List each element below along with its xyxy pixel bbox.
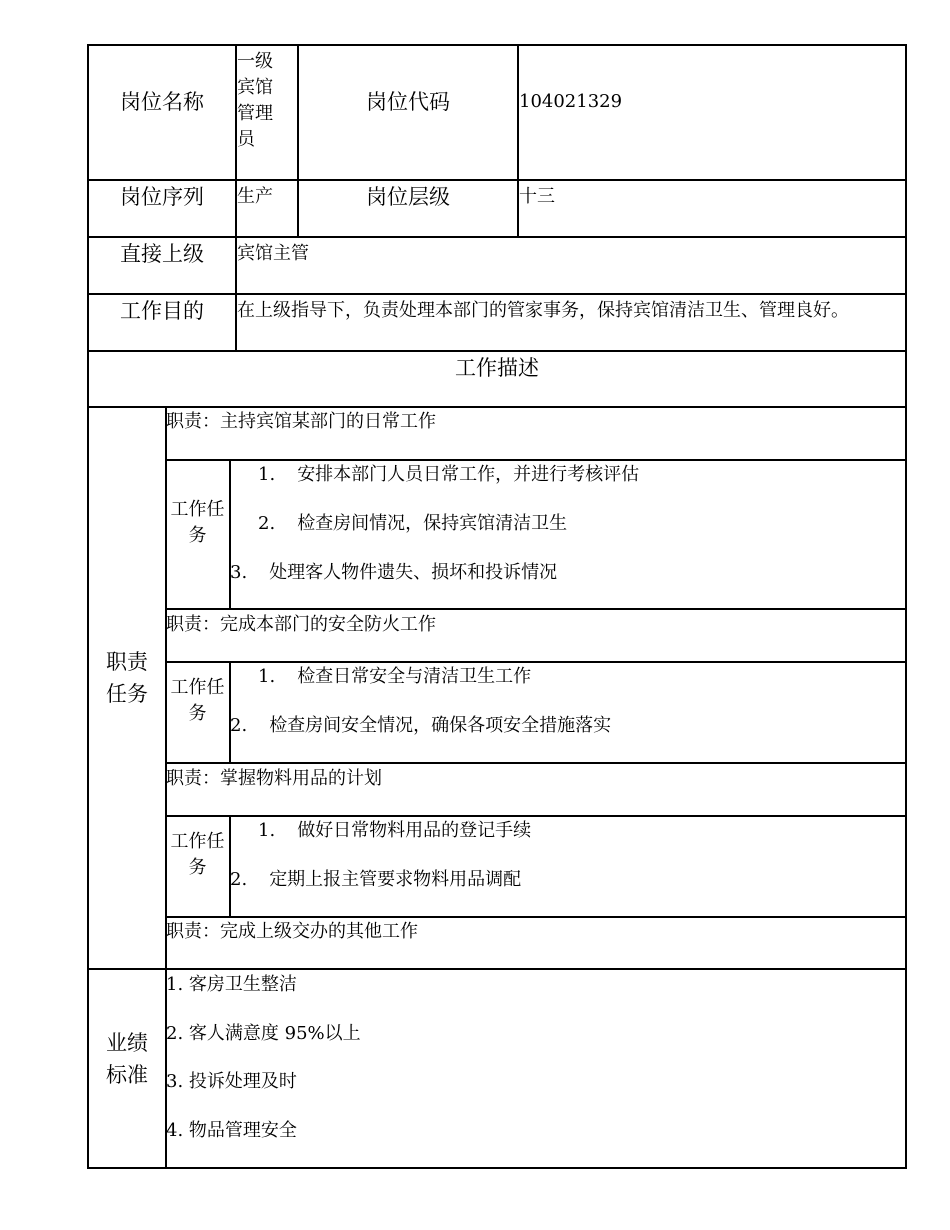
performance-item: 4. 物品管理安全 xyxy=(166,1120,297,1141)
task-text: 检查房间安全情况，确保各项安全措施落实 xyxy=(269,715,612,736)
post-name-line: 宾馆 xyxy=(237,77,273,98)
row-divider xyxy=(165,608,907,610)
col-divider xyxy=(229,459,231,610)
task-text: 安排本部门人员日常工作，并进行考核评估 xyxy=(297,464,640,485)
duties-label-line: 职责 xyxy=(106,650,148,674)
task-label-line: 工作任 xyxy=(170,677,225,698)
post-level-value: 十三 xyxy=(519,186,555,207)
post-name-line: 一级 xyxy=(237,51,273,72)
duties-label-line: 任务 xyxy=(106,682,148,706)
performance-item: 3. 投诉处理及时 xyxy=(166,1071,297,1092)
task-label xyxy=(166,829,229,881)
task-label-line: 务 xyxy=(188,703,207,724)
task-item xyxy=(230,560,557,586)
task-text: 做好日常物料用品的登记手续 xyxy=(297,820,532,841)
performance-label-line: 业绩 xyxy=(106,1031,148,1055)
task-item xyxy=(258,462,639,488)
task-number: 1. xyxy=(258,464,276,485)
task-label-line: 务 xyxy=(188,525,207,546)
task-number: 3. xyxy=(230,562,248,583)
task-number: 1. xyxy=(258,820,276,841)
task-number: 2. xyxy=(230,715,248,736)
purpose-label: 工作目的 xyxy=(120,299,204,323)
performance-item: 2. 客人满意度 95%以上 xyxy=(166,1023,361,1044)
task-text: 检查房间情况，保持宾馆清洁卫生 xyxy=(297,513,568,534)
performance-item: 1. 客房卫生整洁 xyxy=(166,974,297,995)
row-divider xyxy=(165,916,907,918)
task-label xyxy=(166,497,229,549)
task-item xyxy=(230,713,611,739)
post-name-label: 岗位名称 xyxy=(120,90,204,114)
duty-item: 职责：完成本部门的安全防火工作 xyxy=(166,614,436,635)
duty-item: 职责：主持宾馆某部门的日常工作 xyxy=(166,411,436,432)
task-item xyxy=(258,664,531,690)
post-level-label: 岗位层级 xyxy=(366,185,450,209)
post-series-value: 生产 xyxy=(237,186,273,207)
post-code-value: 104021329 xyxy=(519,91,623,112)
work-description-title: 工作描述 xyxy=(455,356,539,380)
task-label-line: 工作任 xyxy=(170,831,225,852)
task-number: 2. xyxy=(258,513,276,534)
row-divider xyxy=(87,968,907,970)
superior-value: 宾馆主管 xyxy=(237,243,309,264)
post-series-label: 岗位序列 xyxy=(120,185,204,209)
table-border-top xyxy=(87,44,907,46)
task-item xyxy=(230,867,521,893)
duty-item: 职责：掌握物料用品的计划 xyxy=(166,768,382,789)
task-text: 检查日常安全与清洁卫生工作 xyxy=(297,666,532,687)
task-text: 定期上报主管要求物料用品调配 xyxy=(269,869,522,890)
row-divider xyxy=(165,815,907,817)
performance-label xyxy=(89,1027,165,1091)
superior-label: 直接上级 xyxy=(120,242,204,266)
task-label xyxy=(166,675,229,727)
task-number: 2. xyxy=(230,869,248,890)
row-divider xyxy=(165,459,907,461)
row-divider xyxy=(165,661,907,663)
post-name-line: 员 xyxy=(237,129,255,150)
row-divider xyxy=(87,406,907,408)
duty-item: 职责：完成上级交办的其他工作 xyxy=(166,921,418,942)
post-name-value xyxy=(237,49,273,153)
purpose-value: 在上级指导下，负责处理本部门的管家事务，保持宾馆清洁卫生、管理良好。 xyxy=(237,300,849,321)
task-label-line: 务 xyxy=(188,857,207,878)
task-label-line: 工作任 xyxy=(170,499,225,520)
task-text: 处理客人物件遗失、损坏和投诉情况 xyxy=(269,562,558,583)
table-border-bottom xyxy=(87,1167,907,1169)
task-number: 1. xyxy=(258,666,276,687)
performance-label-line: 标准 xyxy=(106,1063,148,1087)
post-code-label: 岗位代码 xyxy=(366,90,450,114)
duties-section-label xyxy=(89,646,165,710)
task-item xyxy=(258,511,567,537)
task-item xyxy=(258,818,531,844)
row-divider xyxy=(165,762,907,764)
table-border-right xyxy=(905,44,907,1169)
post-name-line: 管理 xyxy=(237,103,273,124)
